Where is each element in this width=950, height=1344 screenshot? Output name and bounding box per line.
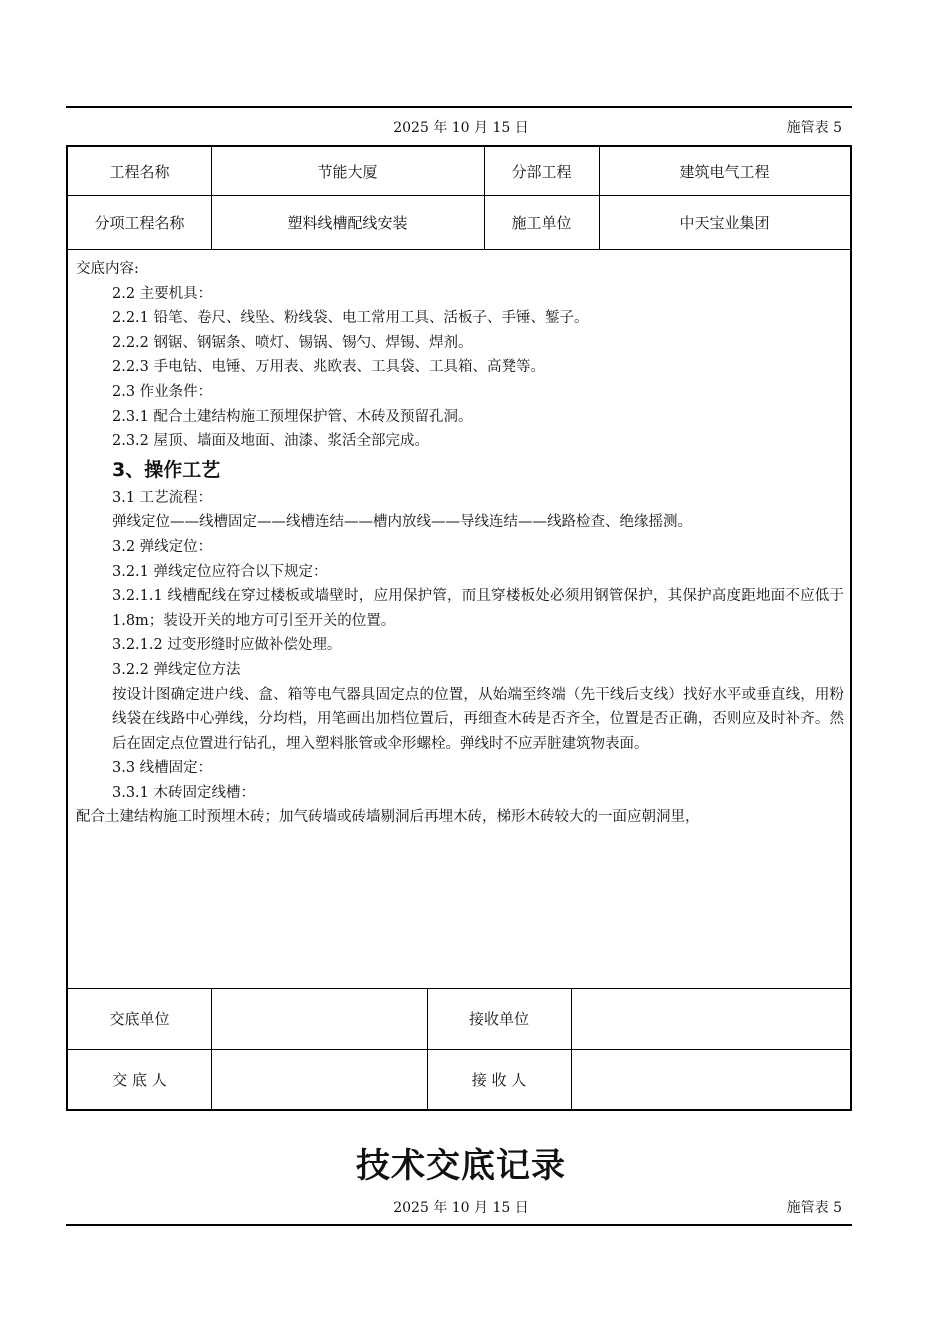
issuer-unit-field[interactable] (211, 988, 427, 1049)
issuer-person-field[interactable] (211, 1049, 427, 1109)
content-line: 3.2.1.2 过变形缝时应做补偿处理。 (112, 637, 342, 654)
contractor-label: 施工单位 (511, 213, 572, 232)
content-line: 弹线定位——线槽固定——线槽连结——槽内放线——导线连结——线路检查、绝缘摇测。 (112, 514, 692, 531)
receiver-person-label: 接 收 人 (471, 1070, 527, 1089)
content-line: 3.2.2 弹线定位方法 (112, 661, 241, 678)
project-name-value: 节能大厦 (317, 162, 378, 181)
content-line: 配合土建结构施工时预埋木砖；加气砖墙或砖墙剔洞后再埋木砖，梯形木砖较大的一面应朝洞里， (76, 809, 700, 826)
content-line: 3.3 线槽固定： (112, 760, 213, 777)
item-name-label: 分项工程名称 (94, 213, 185, 232)
record-date: 2025 年 10 月 15 日 (393, 120, 529, 136)
content-line: 3.3.1 木砖固定线槽： (112, 784, 256, 801)
content-line: 2.3 作业条件： (112, 383, 213, 400)
receiver-unit-field[interactable] (571, 988, 850, 1049)
top-rule (66, 106, 852, 108)
disclosure-record-table (66, 145, 852, 1111)
content-line: 2.2 主要机具： (112, 285, 213, 302)
issuer-unit-label: 交底单位 (109, 1010, 170, 1028)
division-value: 建筑电气工程 (679, 162, 770, 181)
content-paragraph: 按设计图确定进户线、盒、箱等电气器具固定点的位置，从始端至终端（先干线后支线）找好水平或垂直线，用粉线袋在线路中心弹线，分均档，用笔画出加档位置后，再细查木砖是否齐全，位置是否正确，否则应及时补齐。然后在固定点位置进行钻孔，埋入塑料胀管或伞形螺栓。弹线时不应弄脏建筑物表面。 (112, 686, 844, 752)
row-divider (68, 249, 850, 250)
issuer-person-label: 交 底 人 (112, 1070, 167, 1089)
record-date: 2025 年 10 月 15 日 (393, 1200, 529, 1216)
content-paragraph: 3.2.1.1 线槽配线在穿过楼板或墙壁时，应用保护管，而且穿楼板处必须用钢管保护，其保护高度距地面不应低于 1.8m；装设开关的地方可引至开关的位置。 (112, 588, 844, 629)
content-line: 3.2.1 弹线定位应符合以下规定： (112, 563, 328, 580)
contractor-value: 中天宝业集团 (679, 213, 770, 232)
content-line: 3.1 工艺流程： (112, 489, 213, 506)
project-name-label: 工程名称 (109, 162, 170, 181)
form-number: 施管表 5 (786, 1200, 842, 1216)
page-title: 技术交底记录 (356, 1146, 566, 1186)
section-heading: 3、操作工艺 (112, 458, 221, 481)
content-line: 2.2.3 手电钻、电锤、万用表、兆欧表、工具袋、工具箱、高凳等。 (112, 359, 546, 376)
content-line: 2.2.1 铅笔、卷尺、线坠、粉线袋、电工常用工具、活板子、手锤、錾子。 (112, 310, 589, 327)
disclosure-content (76, 257, 844, 830)
bottom-rule (66, 1224, 852, 1226)
division-label: 分部工程 (511, 162, 572, 181)
content-line: 2.2.2 钢锯、钢锯条、喷灯、锡锅、锡勺、焊锡、焊剂。 (112, 334, 473, 351)
form-number: 施管表 5 (786, 120, 842, 136)
receiver-unit-label: 接收单位 (468, 1010, 529, 1028)
content-line: 3.2 弹线定位： (112, 538, 213, 555)
receiver-person-field[interactable] (571, 1049, 850, 1109)
content-line: 2.3.2 屋顶、墙面及地面、油漆、浆活全部完成。 (112, 433, 430, 450)
item-name-value: 塑料线槽配线安装 (287, 213, 408, 232)
content-line: 2.3.1 配合土建结构施工预埋保护管、木砖及预留孔洞。 (112, 408, 473, 425)
content-intro: 交底内容: (76, 261, 139, 277)
